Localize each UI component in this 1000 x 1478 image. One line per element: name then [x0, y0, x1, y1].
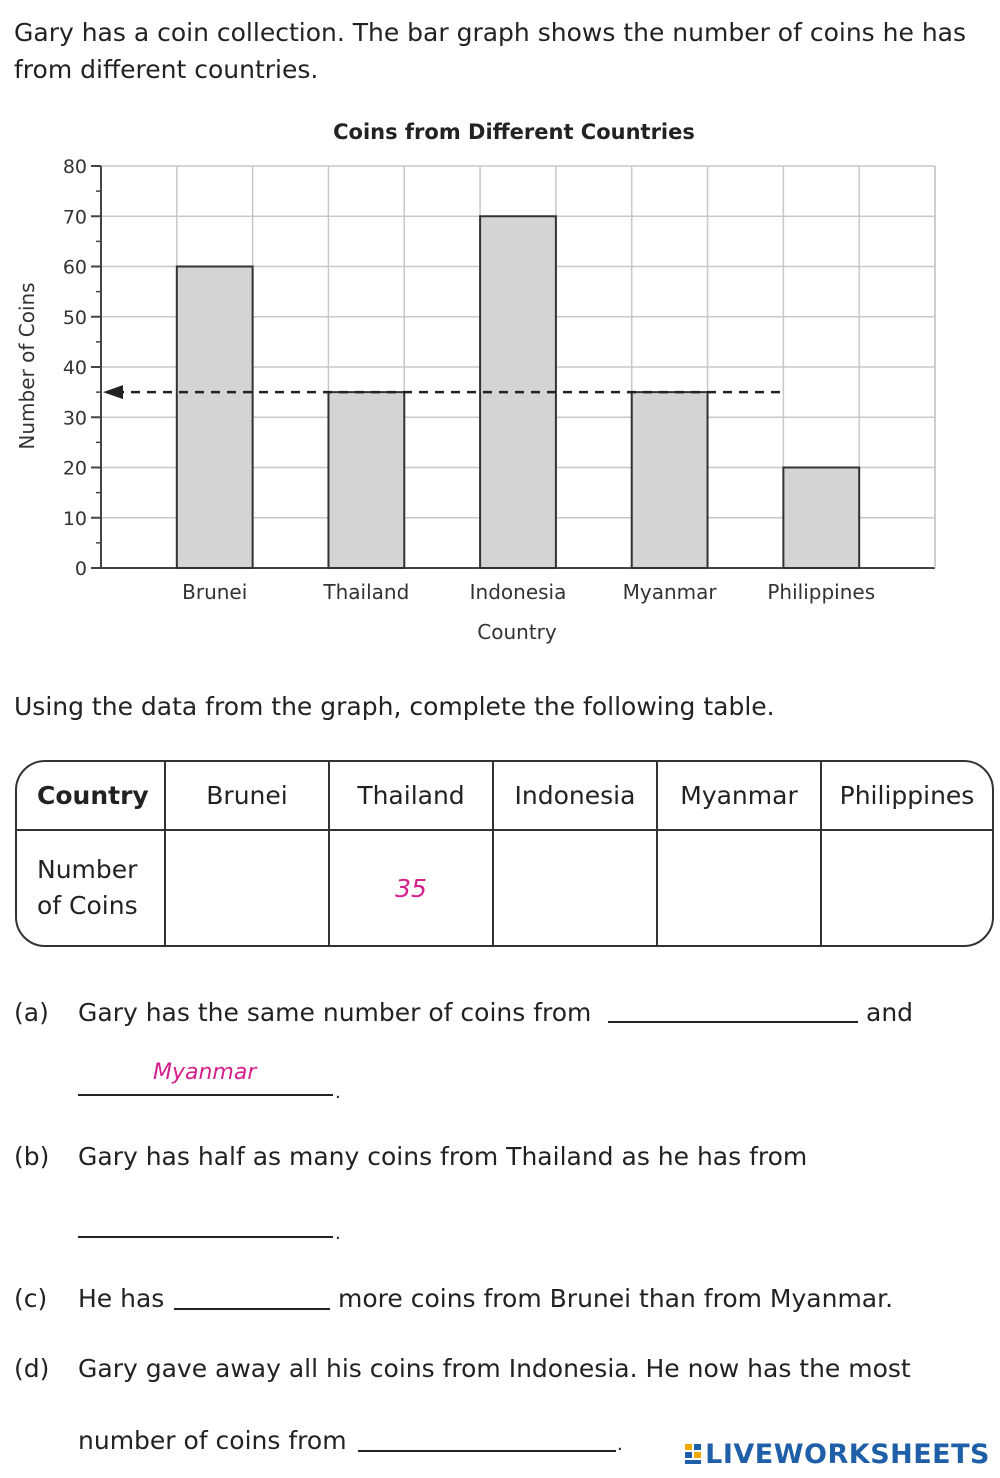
answer-a1-input[interactable]: [608, 1001, 858, 1023]
arrow-head-icon: [103, 385, 123, 399]
coins-table: [15, 760, 994, 947]
answer-input-philippines[interactable]: [821, 830, 992, 945]
question-a-label: (a): [14, 998, 49, 1027]
question-b-label: (b): [14, 1142, 50, 1171]
table-header-myanmar: Myanmar: [657, 762, 821, 830]
table-instruction: Using the data from the graph, complete the following table.: [14, 692, 775, 721]
table-header-brunei: Brunei: [165, 762, 329, 830]
y-tick-label: 80: [62, 156, 87, 178]
question-d-label: (d): [14, 1354, 50, 1383]
question-d-text: Gary gave away all his coins from Indonesia. He now has the most: [78, 1354, 911, 1383]
y-tick-label: 60: [62, 256, 87, 279]
table-answer-row: [17, 830, 992, 945]
x-tick-label: Indonesia: [469, 580, 567, 604]
bar-thailand: [328, 392, 404, 568]
liveworksheets-logo[interactable]: [685, 1439, 990, 1470]
x-tick-label: Myanmar: [622, 580, 717, 604]
x-tick-label: Brunei: [182, 580, 248, 604]
y-tick-label: 30: [62, 407, 87, 430]
bar-philippines: [783, 468, 859, 569]
row-label-line1: Number: [37, 855, 138, 884]
y-tick-label: 20: [62, 457, 87, 480]
liveworksheets-logo-icon: [685, 1443, 703, 1465]
answer-input-indonesia[interactable]: [493, 830, 657, 945]
question-b-period: .: [335, 1223, 341, 1244]
question-c-label: (c): [14, 1284, 48, 1313]
x-axis-label: Country: [477, 620, 557, 644]
answer-d-input[interactable]: [358, 1430, 616, 1452]
question-d-period: .: [617, 1434, 623, 1455]
intro-text: Gary has a coin collection. The bar graph shows the number of coins he has from different countries.: [14, 18, 967, 84]
table-header-thailand: Thailand: [329, 762, 493, 830]
question-d-text2: number of coins from: [78, 1426, 347, 1455]
bar-myanmar: [632, 392, 708, 568]
answer-input-brunei[interactable]: [165, 830, 329, 945]
answer-input-thailand[interactable]: 35: [329, 830, 493, 945]
y-axis-label: Number of Coins: [15, 282, 39, 450]
table-header-row: [17, 762, 992, 830]
question-b-text: Gary has half as many coins from Thailand as he has from: [78, 1142, 808, 1171]
y-tick-label: 40: [62, 357, 87, 379]
question-c-after: more coins from Brunei than from Myanmar.: [338, 1284, 894, 1313]
bar-chart: [0, 108, 1000, 658]
y-tick-label: 0: [74, 558, 87, 580]
row-label-line2: of Coins: [37, 891, 138, 920]
table-header-country: Country: [17, 762, 165, 830]
y-tick-label: 50: [62, 306, 87, 329]
x-tick-label: Philippines: [767, 580, 876, 604]
table-header-indonesia: Indonesia: [493, 762, 657, 830]
logo-text: LIVEWORKSHEETS: [705, 1439, 990, 1470]
question-c-before: He has: [78, 1284, 165, 1313]
table-header-philippines: Philippines: [821, 762, 992, 830]
chart-svg: [0, 108, 1000, 658]
x-tick-label: Thailand: [323, 580, 410, 604]
question-a-period: .: [335, 1082, 341, 1103]
answer-b-input[interactable]: [78, 1216, 333, 1238]
answer-c-input[interactable]: [174, 1288, 330, 1310]
answer-a2-value: Myanmar: [153, 1060, 257, 1085]
question-a-and: and: [866, 998, 914, 1027]
y-tick-label: 70: [62, 206, 87, 229]
bar-brunei: [177, 267, 253, 569]
chart-title: Coins from Different Countries: [333, 120, 695, 144]
y-tick-label: 10: [62, 507, 87, 530]
answer-input-myanmar[interactable]: [657, 830, 821, 945]
question-a-text: Gary has the same number of coins from: [78, 998, 592, 1027]
table-row-label: [17, 830, 165, 945]
